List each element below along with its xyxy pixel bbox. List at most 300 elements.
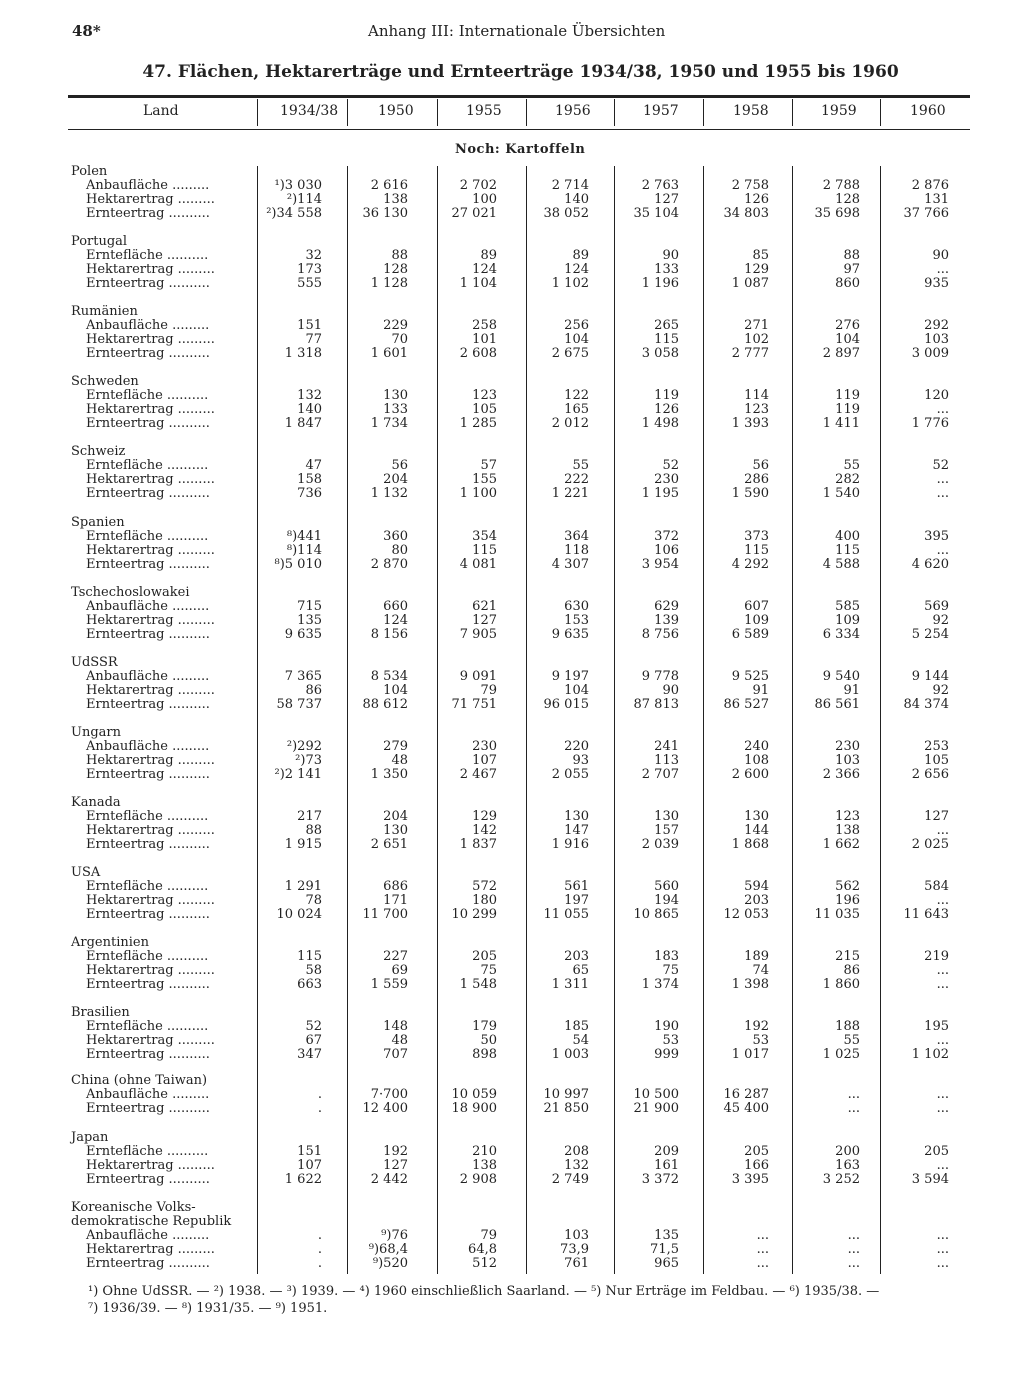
table-cell: 4 292	[731, 557, 769, 572]
table-cell: 115	[744, 543, 769, 558]
table-cell: 2 651	[370, 837, 408, 852]
table-cell: 219	[924, 949, 949, 964]
table-cell: ⁸)114	[286, 543, 322, 558]
table-cell: 572	[472, 879, 497, 894]
table-cell: 126	[654, 402, 679, 417]
table-cell: 1 102	[551, 276, 589, 291]
table-cell: 171	[383, 893, 408, 908]
table-cell: 1 860	[822, 977, 860, 992]
row-label: Hektarertrag .........	[86, 192, 215, 207]
row-label: Ernteertrag ..........	[86, 1256, 210, 1271]
table-cell: 38 052	[543, 206, 589, 221]
table-cell: 35 104	[633, 206, 679, 221]
row-label: Erntefläche ..........	[86, 1019, 209, 1034]
table-cell: 139	[654, 613, 679, 628]
table-cell: 104	[835, 332, 860, 347]
table-title: 47. Flächen, Hektarerträge und Ernteerträge 1934/38, 1950 und 1955 bis 1960	[142, 62, 899, 82]
table-cell: 124	[564, 262, 589, 277]
table-cell: 173	[297, 262, 322, 277]
table-cell: 58 737	[276, 697, 322, 712]
table-cell: 2 616	[370, 178, 408, 193]
table-cell: 7 905	[459, 627, 497, 642]
table-cell: 1 311	[551, 977, 589, 992]
table-cell: 663	[297, 977, 322, 992]
table-cell: 88 612	[362, 697, 408, 712]
column-header-land: Land	[143, 103, 179, 119]
row-label: Ernteertrag ..........	[86, 1047, 210, 1062]
row-label: Hektarertrag .........	[86, 893, 215, 908]
table-cell: 1 601	[370, 346, 408, 361]
country-name: Schweden	[71, 374, 139, 389]
table-cell: 115	[297, 949, 322, 964]
table-cell: 144	[744, 823, 769, 838]
table-cell: 205	[744, 1144, 769, 1159]
table-cell: 204	[383, 472, 408, 487]
table-cell: ...	[936, 402, 949, 417]
table-cell: .	[317, 1256, 322, 1271]
table-cell: ...	[847, 1101, 860, 1116]
table-cell: 2 055	[551, 767, 589, 782]
table-cell: 34 803	[723, 206, 769, 221]
table-cell: 9 197	[551, 669, 589, 684]
table-cell: 1 132	[370, 486, 408, 501]
table-cell: ...	[936, 963, 949, 978]
table-cell: 188	[835, 1019, 860, 1034]
table-cell: 123	[744, 402, 769, 417]
table-cell: 215	[835, 949, 860, 964]
table-cell: 129	[472, 809, 497, 824]
table-cell: 227	[383, 949, 408, 964]
table-cell: ²)2 141	[274, 767, 322, 782]
country-name: USA	[71, 865, 101, 880]
table-cell: 120	[924, 388, 949, 403]
table-cell: 8 534	[370, 669, 408, 684]
table-cell: 2 025	[911, 837, 949, 852]
table-cell: 32	[305, 248, 322, 263]
table-cell: 6 589	[731, 627, 769, 642]
country-name: Tschechoslowakei	[71, 585, 190, 600]
table-cell: 9 635	[551, 627, 589, 642]
table-cell: .	[317, 1101, 322, 1116]
table-cell: 1 285	[459, 416, 497, 431]
table-cell: ...	[936, 1242, 949, 1257]
table-cell: 512	[472, 1256, 497, 1271]
row-label: Hektarertrag .........	[86, 1033, 215, 1048]
table-cell: 3 372	[641, 1172, 679, 1187]
table-cell: 203	[744, 893, 769, 908]
table-cell: 105	[472, 402, 497, 417]
country-name: Spanien	[71, 515, 125, 530]
footnotes	[88, 1283, 973, 1317]
table-cell: 78	[305, 893, 322, 908]
table-cell: 138	[835, 823, 860, 838]
table-cell: 373	[744, 529, 769, 544]
table-cell: 107	[297, 1158, 322, 1173]
table-cell: 4 588	[822, 557, 860, 572]
table-cell: 47	[305, 458, 322, 473]
table-cell: 55	[843, 458, 860, 473]
table-cell: 4 307	[551, 557, 589, 572]
table-cell: 189	[744, 949, 769, 964]
table-cell: 131	[924, 192, 949, 207]
row-label: Anbaufläche .........	[86, 669, 210, 684]
table-cell: 128	[835, 192, 860, 207]
table-cell: 205	[472, 949, 497, 964]
row-label: Ernteertrag ..........	[86, 907, 210, 922]
table-cell: 151	[297, 1144, 322, 1159]
table-cell: 229	[383, 318, 408, 333]
table-cell: 4 620	[911, 557, 949, 572]
table-cell: 8 156	[370, 627, 408, 642]
table-cell: 935	[924, 276, 949, 291]
table-cell: 105	[924, 753, 949, 768]
row-label: Anbaufläche .........	[86, 1087, 210, 1102]
table-cell: 52	[932, 458, 949, 473]
table-cell: 27 021	[451, 206, 497, 221]
table-cell: 347	[297, 1047, 322, 1062]
row-label: Ernteertrag ..........	[86, 486, 210, 501]
country-name: Koreanische Volks-	[71, 1200, 196, 1215]
table-cell: 90	[662, 248, 679, 263]
table-cell: 140	[297, 402, 322, 417]
table-cell: 629	[654, 599, 679, 614]
table-cell: 10 059	[451, 1087, 497, 1102]
table-cell: 108	[744, 753, 769, 768]
table-cell: 561	[564, 879, 589, 894]
row-label: Anbaufläche .........	[86, 739, 210, 754]
table-cell: 37 766	[903, 206, 949, 221]
table-cell: 3 594	[911, 1172, 949, 1187]
row-label: Hektarertrag .........	[86, 1242, 215, 1257]
table-cell: 9 525	[731, 669, 769, 684]
column-header-1960: 1960	[910, 103, 946, 119]
table-cell: 240	[744, 739, 769, 754]
table-cell: 1 916	[551, 837, 589, 852]
table-cell: 7 365	[284, 669, 322, 684]
table-cell: 52	[305, 1019, 322, 1034]
table-cell: 88	[391, 248, 408, 263]
table-cell: 7·700	[370, 1087, 408, 1102]
table-cell: 89	[572, 248, 589, 263]
table-cell: 130	[564, 809, 589, 824]
table-cell: 354	[472, 529, 497, 544]
row-label: Anbaufläche .........	[86, 1228, 210, 1243]
table-cell: 126	[744, 192, 769, 207]
table-cell: 132	[297, 388, 322, 403]
table-cell: 124	[383, 613, 408, 628]
row-label: Hektarertrag .........	[86, 963, 215, 978]
table-cell: 106	[654, 543, 679, 558]
table-cell: 276	[835, 318, 860, 333]
table-cell: .	[317, 1087, 322, 1102]
table-cell: 204	[383, 809, 408, 824]
table-cell: ...	[936, 1256, 949, 1271]
table-cell: 9 778	[641, 669, 679, 684]
table-cell: 55	[843, 1033, 860, 1048]
table-cell: 400	[835, 529, 860, 544]
table-cell: 898	[472, 1047, 497, 1062]
table-cell: 584	[924, 879, 949, 894]
table-cell: 715	[297, 599, 322, 614]
table-cell: 2 876	[911, 178, 949, 193]
table-cell: 686	[383, 879, 408, 894]
table-cell: 2 675	[551, 346, 589, 361]
row-label: Ernteertrag ..........	[86, 346, 210, 361]
table-cell: 1 622	[284, 1172, 322, 1187]
table-cell: 142	[472, 823, 497, 838]
table-cell: 2 366	[822, 767, 860, 782]
table-cell: 153	[564, 613, 589, 628]
table-cell: 5 254	[911, 627, 949, 642]
table-cell: 594	[744, 879, 769, 894]
table-cell: ...	[847, 1256, 860, 1271]
column-header-1955: 1955	[466, 103, 502, 119]
country-name: Portugal	[71, 234, 128, 249]
table-cell: 163	[835, 1158, 860, 1173]
table-cell: 103	[564, 1228, 589, 1243]
table-cell: 130	[383, 388, 408, 403]
table-cell: 4 081	[459, 557, 497, 572]
table-cell: 1 374	[641, 977, 679, 992]
table-cell: 253	[924, 739, 949, 754]
country-name: UdSSR	[71, 655, 118, 670]
table-cell: 107	[472, 753, 497, 768]
table-cell: 3 395	[731, 1172, 769, 1187]
table-cell: 91	[752, 683, 769, 698]
table-cell: 79	[480, 1228, 497, 1243]
country-name: China (ohne Taiwan)	[71, 1073, 208, 1088]
table-cell: 2 908	[459, 1172, 497, 1187]
table-cell: 364	[564, 529, 589, 544]
table-cell: 127	[383, 1158, 408, 1173]
table-cell: 230	[835, 739, 860, 754]
row-label: Hektarertrag .........	[86, 683, 215, 698]
table-cell: 1 498	[641, 416, 679, 431]
row-label: Ernteertrag ..........	[86, 697, 210, 712]
table-cell: 74	[752, 963, 769, 978]
row-label: Ernteertrag ..........	[86, 767, 210, 782]
row-label: Ernteertrag ..........	[86, 1101, 210, 1116]
table-cell: 70	[391, 332, 408, 347]
table-cell: 115	[835, 543, 860, 558]
table-cell: 11 643	[903, 907, 949, 922]
table-cell: 10 299	[451, 907, 497, 922]
table-cell: 123	[835, 809, 860, 824]
table-cell: 86 527	[723, 697, 769, 712]
table-cell: .	[317, 1228, 322, 1243]
table-cell: 113	[654, 753, 679, 768]
table-cell: 256	[564, 318, 589, 333]
table-cell: ...	[756, 1228, 769, 1243]
table-cell: 11 055	[543, 907, 589, 922]
table-cell: 192	[383, 1144, 408, 1159]
table-cell: 157	[654, 823, 679, 838]
table-cell: ...	[936, 893, 949, 908]
table-cell: 6 334	[822, 627, 860, 642]
table-cell: ...	[756, 1242, 769, 1257]
table-cell: 90	[932, 248, 949, 263]
table-cell: 53	[752, 1033, 769, 1048]
table-cell: 103	[835, 753, 860, 768]
table-cell: 1 548	[459, 977, 497, 992]
table-cell: 158	[297, 472, 322, 487]
table-cell: 1 837	[459, 837, 497, 852]
table-cell: 1 868	[731, 837, 769, 852]
table-cell: 93	[572, 753, 589, 768]
table-cell: 562	[835, 879, 860, 894]
table-cell: 3 058	[641, 346, 679, 361]
table-cell: 92	[932, 613, 949, 628]
table-cell: 88	[843, 248, 860, 263]
table-cell: 607	[744, 599, 769, 614]
row-label: Erntefläche ..........	[86, 809, 209, 824]
table-cell: 621	[472, 599, 497, 614]
table-cell: 86	[843, 963, 860, 978]
table-cell: 2 777	[731, 346, 769, 361]
table-cell: 75	[480, 963, 497, 978]
table-cell: 127	[654, 192, 679, 207]
row-label: Ernteertrag ..........	[86, 416, 210, 431]
table-cell: 87 813	[633, 697, 679, 712]
column-header-1957: 1957	[643, 103, 679, 119]
table-cell: 192	[744, 1019, 769, 1034]
table-cell: ⁹)520	[372, 1256, 408, 1271]
table-cell: 128	[383, 262, 408, 277]
table-cell: 1 847	[284, 416, 322, 431]
table-cell: ...	[936, 1158, 949, 1173]
table-cell: 1 915	[284, 837, 322, 852]
table-cell: 97	[843, 262, 860, 277]
table-cell: ...	[936, 486, 949, 501]
table-cell: 130	[744, 809, 769, 824]
running-title: Anhang III: Internationale Übersichten	[368, 22, 666, 40]
table-cell: ...	[936, 472, 949, 487]
table-cell: 197	[564, 893, 589, 908]
table-cell: 9 091	[459, 669, 497, 684]
row-label: Erntefläche ..........	[86, 458, 209, 473]
table-cell: 195	[924, 1019, 949, 1034]
table-cell: 2 758	[731, 178, 769, 193]
table-cell: 56	[391, 458, 408, 473]
table-cell: 11 035	[814, 907, 860, 922]
row-label: Hektarertrag .........	[86, 613, 215, 628]
table-cell: 230	[654, 472, 679, 487]
column-header-1956: 1956	[555, 103, 591, 119]
row-label: Erntefläche ..........	[86, 879, 209, 894]
country-name: Rumänien	[71, 304, 138, 319]
table-cell: 208	[564, 1144, 589, 1159]
table-cell: 18 900	[451, 1101, 497, 1116]
table-cell: 92	[932, 683, 949, 698]
table-cell: 101	[472, 332, 497, 347]
table-cell: 1 662	[822, 837, 860, 852]
table-cell: 103	[924, 332, 949, 347]
table-cell: ...	[847, 1228, 860, 1243]
table-cell: 89	[480, 248, 497, 263]
row-label: Ernteertrag ..........	[86, 276, 210, 291]
table-cell: 1 025	[822, 1047, 860, 1062]
table-cell: 1 559	[370, 977, 408, 992]
table-cell: 55	[572, 458, 589, 473]
table-cell: 1 318	[284, 346, 322, 361]
table-cell: 138	[383, 192, 408, 207]
table-cell: 1 393	[731, 416, 769, 431]
country-name: Argentinien	[71, 935, 149, 950]
row-label: Erntefläche ..........	[86, 248, 209, 263]
table-cell: 2 442	[370, 1172, 408, 1187]
table-cell: 114	[744, 388, 769, 403]
table-cell: 1 734	[370, 416, 408, 431]
table-cell: 2 039	[641, 837, 679, 852]
table-cell: 147	[564, 823, 589, 838]
table-cell: ⁹)76	[381, 1228, 408, 1243]
table-cell: 130	[383, 823, 408, 838]
table-cell: 183	[654, 949, 679, 964]
table-cell: 1 221	[551, 486, 589, 501]
table-cell: 129	[744, 262, 769, 277]
table-cell: 132	[564, 1158, 589, 1173]
table-cell: 12 400	[362, 1101, 408, 1116]
table-cell: 2 656	[911, 767, 949, 782]
table-cell: ²)34 558	[266, 206, 322, 221]
table-cell: 118	[564, 543, 589, 558]
table-cell: 1 128	[370, 276, 408, 291]
country-name: Kanada	[71, 795, 121, 810]
table-cell: 1 350	[370, 767, 408, 782]
table-cell: 138	[472, 1158, 497, 1173]
table-cell: ...	[936, 543, 949, 558]
table-cell: 217	[297, 809, 322, 824]
table-cell: ...	[936, 1033, 949, 1048]
table-cell: 48	[391, 1033, 408, 1048]
table-cell: 45 400	[723, 1101, 769, 1116]
row-label: Anbaufläche .........	[86, 318, 210, 333]
table-cell: 50	[480, 1033, 497, 1048]
table-cell: ...	[847, 1087, 860, 1102]
table-cell: 86	[305, 683, 322, 698]
table-cell: 569	[924, 599, 949, 614]
table-cell: 2 714	[551, 178, 589, 193]
table-cell: 104	[564, 683, 589, 698]
table-cell: ...	[756, 1256, 769, 1271]
table-cell: ²)292	[286, 739, 322, 754]
table-cell: 100	[472, 192, 497, 207]
table-cell: 707	[383, 1047, 408, 1062]
table-cell: 190	[654, 1019, 679, 1034]
table-cell: 102	[744, 332, 769, 347]
table-cell: 10 500	[633, 1087, 679, 1102]
table-cell: 999	[654, 1047, 679, 1062]
table-cell: 1 590	[731, 486, 769, 501]
table-cell: 286	[744, 472, 769, 487]
table-cell: 119	[654, 388, 679, 403]
table-cell: 209	[654, 1144, 679, 1159]
table-cell: 8 756	[641, 627, 679, 642]
row-label: Erntefläche ..........	[86, 949, 209, 964]
table-cell: 2 702	[459, 178, 497, 193]
table-cell: 122	[564, 388, 589, 403]
row-label: Erntefläche ..........	[86, 529, 209, 544]
table-cell: 53	[662, 1033, 679, 1048]
table-cell: ²)73	[295, 753, 322, 768]
table-cell: 69	[391, 963, 408, 978]
table-cell: 3 252	[822, 1172, 860, 1187]
column-header-1950: 1950	[378, 103, 414, 119]
page-number: 48*	[72, 22, 101, 40]
table-cell: 54	[572, 1033, 589, 1048]
table-cell: 372	[654, 529, 679, 544]
table-cell: 135	[654, 1228, 679, 1243]
